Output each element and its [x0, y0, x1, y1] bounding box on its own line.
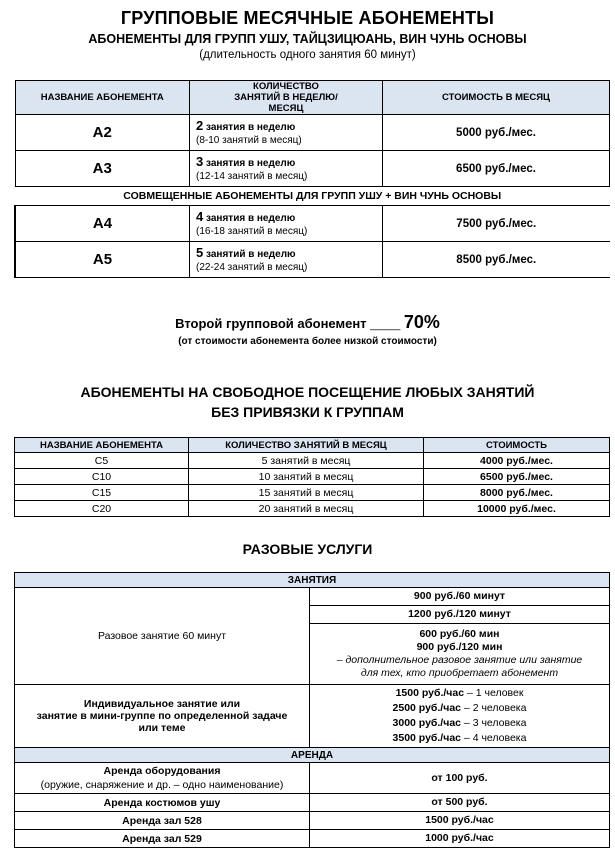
additional-price-120: 900 руб./120 мин [416, 641, 503, 653]
sessions-count: 3 [196, 153, 204, 169]
individual-people-3: – 3 человека [461, 717, 527, 729]
header-quantity: КОЛИЧЕСТВО ЗАНЯТИЙ В НЕДЕЛЮ/МЕСЯЦ [190, 81, 383, 115]
sessions-per-week: занятия в неделю [206, 121, 296, 133]
sessions-per-month: (12-14 занятий в месяц) [196, 170, 308, 182]
one-time-services-table [14, 572, 610, 848]
section-header-row [15, 573, 610, 588]
sessions-per-week: занятия в неделю [206, 157, 296, 169]
lessons-section-header: ЗАНЯТИЯ [15, 573, 610, 588]
second-subscription-note: (от стоимости абонемента более низкой стоимости) [178, 336, 437, 347]
single-lesson-price-60: 900 руб./60 минут [310, 588, 610, 606]
subscription-name: С5 [15, 453, 189, 469]
subscription-quantity [190, 242, 383, 278]
subscription-quantity: 5 занятий в месяц [189, 453, 424, 469]
individual-label-line3: или теме [138, 722, 186, 734]
subscription-price: 6500 руб./мес. [383, 151, 610, 187]
rent-hall-529-label: Аренда зал 529 [15, 830, 310, 848]
individual-people-4: – 4 человека [461, 732, 527, 744]
subscription-price: 4000 руб./мес. [424, 453, 610, 469]
subscription-quantity [190, 206, 383, 242]
rent-costumes-label: Аренда костюмов ушу [15, 794, 310, 812]
subscription-name: А3 [15, 151, 190, 187]
table-row [15, 242, 610, 278]
sessions-per-week: занятия в неделю [206, 212, 296, 224]
subscription-quantity: 15 занятий в месяц [189, 485, 424, 501]
additional-lesson-price [310, 624, 610, 685]
header-name: НАЗВАНИЕ АБОНЕМЕНТА [15, 81, 190, 115]
table-row [15, 685, 610, 748]
second-subscription-dash: ___ [370, 312, 401, 332]
combo-title-row [15, 187, 610, 206]
sessions-per-week: занятий в неделю [206, 248, 296, 260]
section-header-row [15, 748, 610, 763]
additional-note-2: для тех, кто приобретает абонемент [360, 667, 559, 679]
individual-price-4: 3500 руб./час [392, 732, 462, 744]
combo-section-title: СОВМЕЩЕННЫЕ АБОНЕМЕНТЫ ДЛЯ ГРУПП УШУ + ВИН ЧУНЬ ОСНОВЫ [15, 187, 610, 206]
subscription-price: 8000 руб./мес. [424, 485, 610, 501]
individual-people-1: – 1 человек [464, 687, 524, 699]
duration-note: (длительность одного занятия 60 минут) [199, 49, 416, 61]
table-row [15, 501, 610, 517]
single-lesson-label: Разовое занятие 60 минут [15, 588, 310, 685]
table-row [15, 830, 610, 848]
rent-section-header: АРЕНДА [15, 748, 610, 763]
individual-price-3: 3000 руб./час [392, 717, 462, 729]
table-header-row [15, 81, 610, 115]
subscription-quantity: 20 занятий в месяц [189, 501, 424, 517]
individual-label-line1: Индивидуальное занятие или [83, 698, 241, 710]
table-row [15, 151, 610, 187]
rent-hall-528-price: 1500 руб./час [310, 812, 610, 830]
subscription-price: 5000 руб./мес. [383, 115, 610, 151]
rent-equipment-note: (оружие, снаряжение и др. – одно наименование) [40, 779, 284, 791]
sessions-per-month: (16-18 занятий в месяц) [196, 225, 308, 237]
table-row [15, 115, 610, 151]
subscription-price: 8500 руб./мес. [383, 242, 610, 278]
table-row [15, 763, 610, 794]
rent-hall-529-price: 1000 руб./час [310, 830, 610, 848]
header-name: НАЗВАНИЕ АБОНЕМЕНТА [15, 438, 189, 453]
individual-lesson-prices [310, 685, 610, 748]
table-row [15, 206, 610, 242]
subscription-price: 10000 руб./мес. [424, 501, 610, 517]
additional-price-60: 600 руб./60 мин [419, 628, 500, 640]
one-time-services-title: РАЗОВЫЕ УСЛУГИ [242, 541, 373, 557]
subscription-quantity: 10 занятий в месяц [189, 469, 424, 485]
additional-note-1: – дополнительное разовое занятие или занятие [336, 654, 583, 666]
second-subscription-line [0, 312, 615, 333]
subscription-price: 7500 руб./мес. [383, 206, 610, 242]
table-row [15, 469, 610, 485]
second-subscription-value: 70% [403, 312, 440, 332]
subscription-name: А2 [15, 115, 190, 151]
sessions-count: 5 [196, 244, 204, 260]
rent-hall-528-label: Аренда зал 528 [15, 812, 310, 830]
second-subscription-text: Второй групповой абонемент [175, 316, 367, 331]
individual-price-1: 1500 руб./час [395, 687, 465, 699]
rent-equipment-price: от 100 руб. [310, 763, 610, 794]
rent-equipment-label [15, 763, 310, 794]
group-subscriptions-table [14, 80, 610, 278]
table-row [15, 588, 610, 606]
table-row [15, 794, 610, 812]
sessions-count: 4 [196, 208, 204, 224]
individual-people-2: – 2 человека [461, 702, 527, 714]
rent-equipment-title: Аренда оборудования [103, 765, 221, 777]
table-row [15, 453, 610, 469]
header-quantity: КОЛИЧЕСТВО ЗАНЯТИЙ В МЕСЯЦ [189, 438, 424, 453]
subscription-name: С20 [15, 501, 189, 517]
header-price: СТОИМОСТЬ В МЕСЯЦ [383, 81, 610, 115]
single-lesson-price-120: 1200 руб./120 минут [310, 606, 610, 624]
subscription-name: С15 [15, 485, 189, 501]
free-section-title-line1: АБОНЕМЕНТЫ НА СВОБОДНОЕ ПОСЕЩЕНИЕ ЛЮБЫХ ЗАНЯТИЙ [80, 384, 535, 400]
subscription-name: А5 [15, 242, 190, 278]
sessions-count: 2 [196, 117, 204, 133]
rent-costumes-price: от 500 руб. [310, 794, 610, 812]
table-header-row [15, 438, 610, 453]
subscription-price: 6500 руб./мес. [424, 469, 610, 485]
sessions-per-month: (22-24 занятий в месяц) [196, 261, 308, 273]
free-section-title-line2: БЕЗ ПРИВЯЗКИ К ГРУППАМ [211, 404, 404, 420]
individual-lesson-label [15, 685, 310, 748]
subscription-name: А4 [15, 206, 190, 242]
page-title: ГРУППОВЫЕ МЕСЯЧНЫЕ АБОНЕМЕНТЫ [120, 8, 495, 28]
table-row [15, 812, 610, 830]
sessions-per-month: (8-10 занятий в месяц) [196, 134, 302, 146]
free-visit-table [14, 437, 610, 517]
subscription-name: С10 [15, 469, 189, 485]
table-row [15, 485, 610, 501]
header-price: СТОИМОСТЬ [424, 438, 610, 453]
individual-price-2: 2500 руб./час [392, 702, 462, 714]
subscription-quantity [190, 151, 383, 187]
page-subtitle: АБОНЕМЕНТЫ ДЛЯ ГРУПП УШУ, ТАЙЦЗИЦЮАНЬ, ВИН ЧУНЬ ОСНОВЫ [88, 32, 527, 46]
individual-label-line2: занятие в мини-группе по определенной задаче [36, 710, 288, 722]
subscription-quantity [190, 115, 383, 151]
